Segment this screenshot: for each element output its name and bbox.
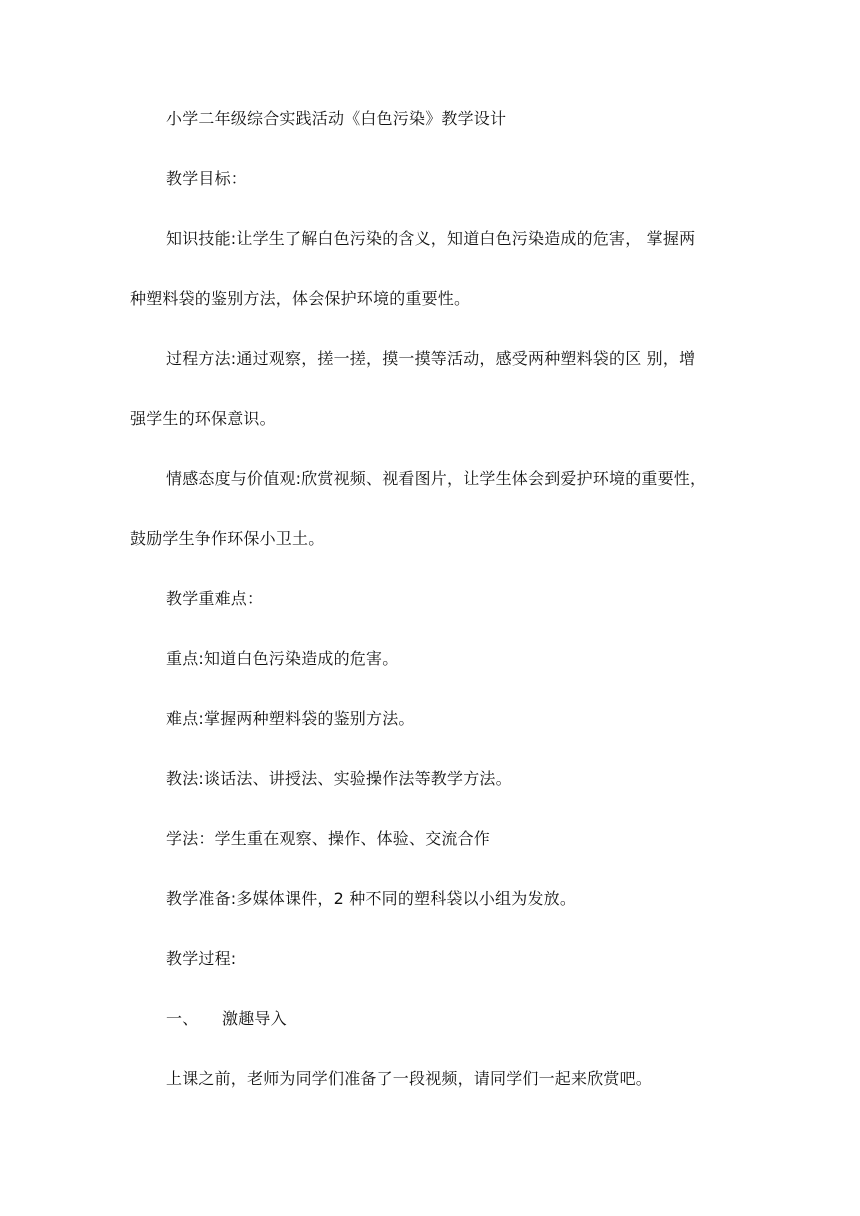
section-title: 激趣导入 — [222, 1009, 287, 1028]
process-method-line-1: 过程方法:通过观察，搓一搓，摸一摸等活动，感受两种塑料袋的区 别，增 — [166, 349, 696, 368]
section-number: 一、 — [166, 1009, 199, 1028]
introduction-paragraph: 上课之前，老师为同学们准备了一段视频，请同学们一起来欣赏吧。 — [166, 1069, 653, 1088]
document-title: 小学二年级综合实践活动《白色污染》教学设计 — [166, 109, 507, 128]
emotion-value-line-2: 鼓励学生争作环保小卫土。 — [130, 529, 325, 548]
key-point-paragraph: 重点:知道白色污染造成的危害。 — [166, 649, 399, 668]
knowledge-skill-line-1: 知识技能:让学生了解白色污染的含义，知道白色污染造成的危害， 掌握两 — [166, 229, 696, 248]
emotion-value-line-1: 情感态度与价值观:欣赏视频、视看图片，让学生体会到爱护环境的重要性， — [166, 469, 707, 488]
key-difficulty-heading: 教学重难点： — [166, 589, 264, 608]
teaching-process-heading: 教学过程: — [166, 949, 237, 968]
teaching-method-paragraph: 教法:谈话法、讲授法、实验操作法等教学方法。 — [166, 769, 512, 788]
objectives-heading: 教学目标： — [166, 169, 248, 188]
process-method-line-2: 强学生的环保意识。 — [130, 409, 276, 428]
section-one-heading — [166, 1008, 740, 1030]
learning-method-paragraph: 学法：学生重在观察、操作、体验、交流合作 — [166, 829, 491, 848]
knowledge-skill-line-2: 种塑料袋的鉴别方法，体会保护环境的重要性。 — [130, 289, 471, 308]
difficulty-paragraph: 难点:掌握两种塑料袋的鉴别方法。 — [166, 709, 415, 728]
teaching-preparation-paragraph: 教学准备:多媒体课件，2 种不同的塑科袋以小组为发放。 — [166, 889, 577, 908]
